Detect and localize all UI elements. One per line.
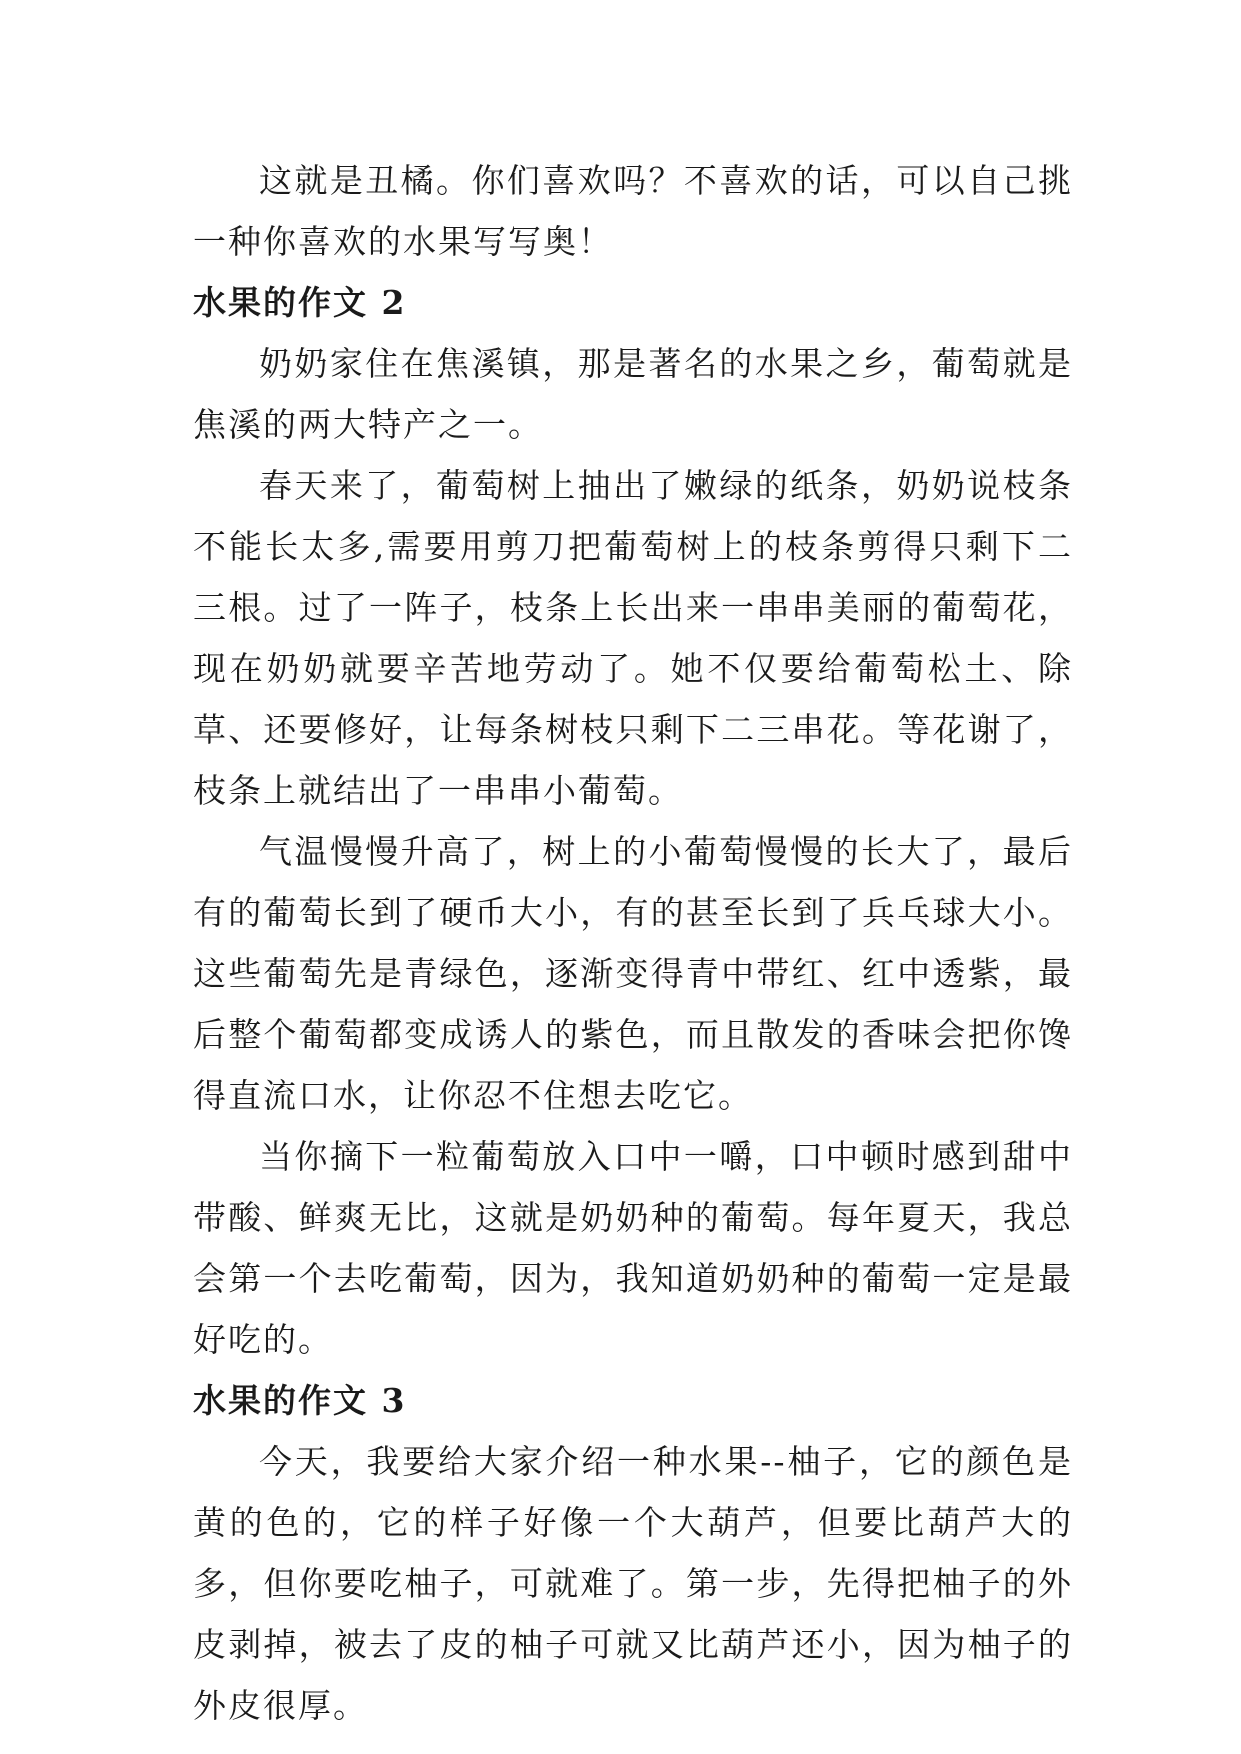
section-heading: 水果的作文 2: [193, 283, 407, 322]
paragraph: 奶奶家住在焦溪镇，那是著名的水果之乡，葡萄就是焦溪的两大特产之一。: [193, 344, 1073, 444]
paragraph: 当你摘下一粒葡萄放入口中一嚼，口中顿时感到甜中带酸、鲜爽无比，这就是奶奶种的葡萄。每年夏天，我总会第一个去吃葡萄，因为，我知道奶奶种的葡萄一定是最好吃的。: [193, 1137, 1073, 1359]
paragraph: 春天来了，葡萄树上抽出了嫩绿的纸条，奶奶说枝条不能长太多,需要用剪刀把葡萄树上的枝条剪得只剩下二三根。过了一阵子，枝条上长出来一串串美丽的葡萄花，现在奶奶就要辛苦地劳动了。她不仅要给葡萄松土、除草、还要修好，让每条树枝只剩下二三串花。等花谢了，枝条上就结出了一串串小葡萄。: [193, 466, 1073, 810]
section-heading: 水果的作文 3: [193, 1381, 407, 1420]
document-page: [193, 150, 1073, 1736]
paragraph: 这就是丑橘。你们喜欢吗？不喜欢的话，可以自己挑一种你喜欢的水果写写奥！: [193, 161, 1073, 261]
paragraph: 气温慢慢升高了，树上的小葡萄慢慢的长大了，最后有的葡萄长到了硬币大小，有的甚至长到了兵乓球大小。这些葡萄先是青绿色，逐渐变得青中带红、红中透紫，最后整个葡萄都变成诱人的紫色，而且散发的香味会把你馋得直流口水，让你忍不住想去吃它。: [193, 832, 1073, 1115]
paragraph: 今天，我要给大家介绍一种水果--柚子，它的颜色是黄的色的，它的样子好像一个大葫芦，但要比葫芦大的多，但你要吃柚子，可就难了。第一步，先得把柚子的外皮剥掉，被去了皮的柚子可就又比葫芦还小，因为柚子的外皮很厚。: [193, 1442, 1073, 1725]
